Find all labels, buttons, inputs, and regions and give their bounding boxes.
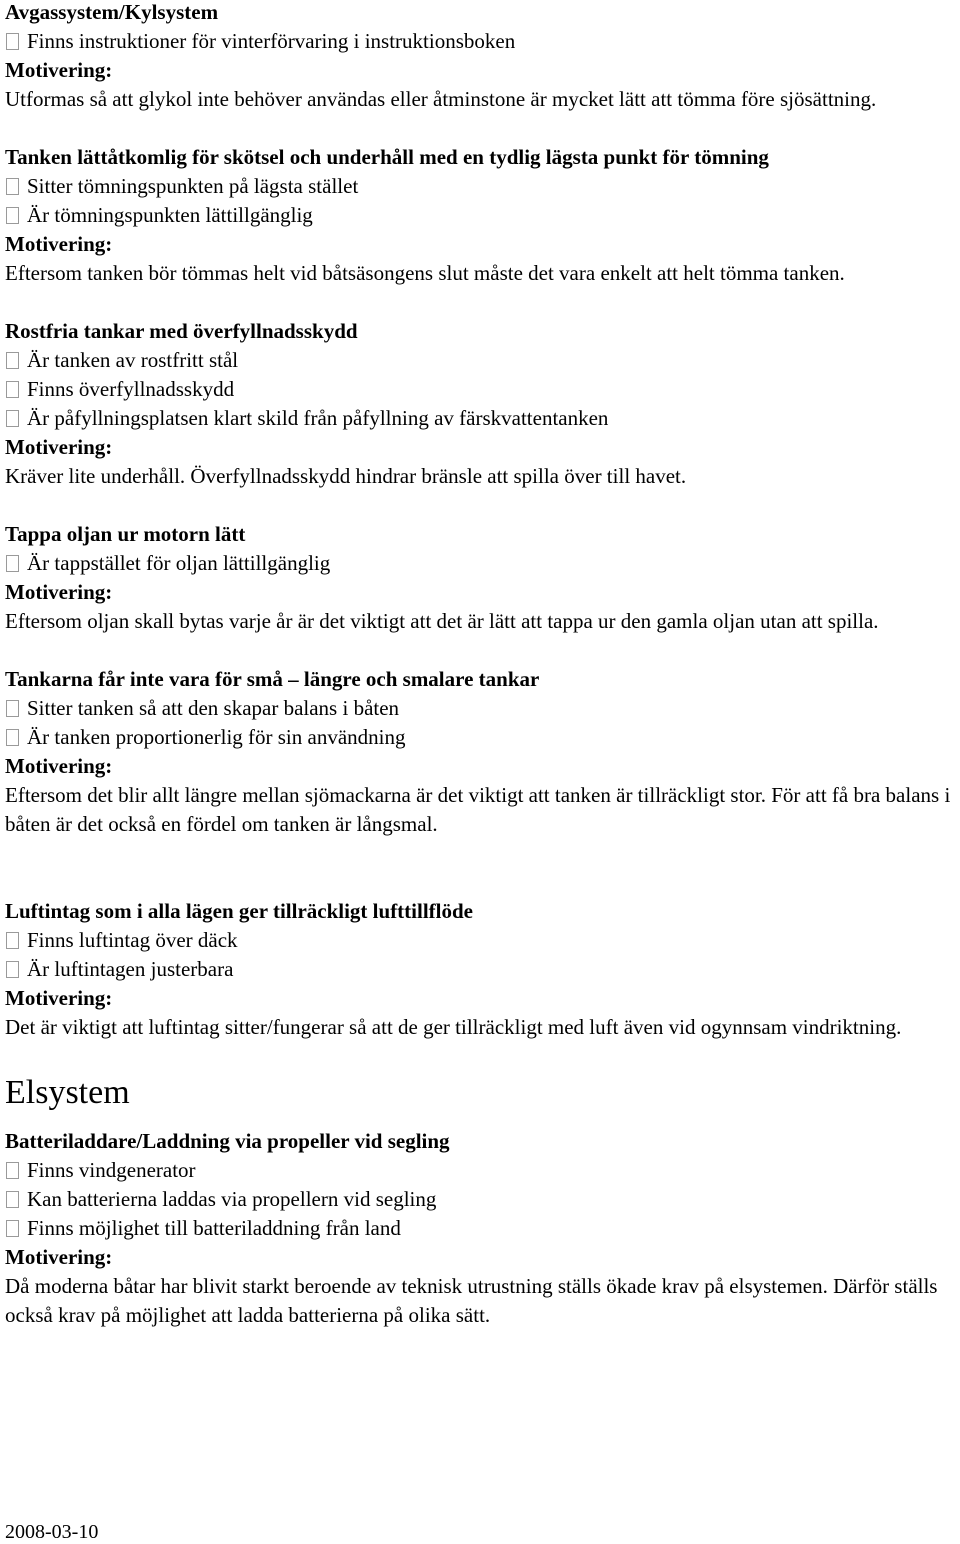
checkbox-icon[interactable] xyxy=(6,352,19,369)
checkbox-icon[interactable] xyxy=(6,1220,19,1237)
checkbox-item[interactable]: Finns möjlighet till batteriladdning från land xyxy=(5,1214,959,1243)
motivation-text: Eftersom tanken bör tömmas helt vid båtsäsongens slut måste det vara enkelt att helt tömma tanken. xyxy=(5,261,845,285)
checkbox-icon[interactable] xyxy=(6,381,19,398)
motivation-label: Motivering: xyxy=(5,754,113,778)
section-batteriladdare xyxy=(5,1127,959,1330)
section-title: Tanken lättåtkomlig för skötsel och underhåll med en tydlig lägsta punkt för tömning xyxy=(5,145,769,169)
section-avgassystem xyxy=(5,0,959,114)
checkbox-item[interactable]: Sitter tanken så att den skapar balans i båten xyxy=(5,694,959,723)
checkbox-item[interactable]: Är luftintagen justerbara xyxy=(5,955,959,984)
motivation-text: Eftersom oljan skall bytas varje år är det viktigt att det är lätt att tappa ur den gamla oljan utan att spilla. xyxy=(5,609,879,633)
checkbox-item[interactable]: Finns luftintag över däck xyxy=(5,926,959,955)
checkbox-icon[interactable] xyxy=(6,1162,19,1179)
section-tappa-oljan xyxy=(5,520,959,636)
section-luftintag xyxy=(5,897,959,1042)
checkbox-icon[interactable] xyxy=(6,410,19,427)
section-title: Tappa oljan ur motorn lätt xyxy=(5,522,246,546)
checkbox-item[interactable]: Är tömningspunkten lättillgänglig xyxy=(5,201,959,230)
checkbox-item[interactable]: Finns instruktioner för vinterförvaring i instruktionsboken xyxy=(5,27,959,56)
checkbox-icon[interactable] xyxy=(6,729,19,746)
checkbox-item[interactable]: Finns överfyllnadsskydd xyxy=(5,375,959,404)
checkbox-item[interactable]: Är tappstället för oljan lättillgänglig xyxy=(5,549,959,578)
motivation-text: Det är viktigt att luftintag sitter/fungerar så att de ger tillräckligt med luft även vid ogynnsam vindriktning. xyxy=(5,1015,902,1039)
document-body xyxy=(5,0,959,1330)
checkbox-icon[interactable] xyxy=(6,207,19,224)
motivation-label: Motivering: xyxy=(5,58,113,82)
motivation-label: Motivering: xyxy=(5,1245,113,1269)
motivation-text: Då moderna båtar har blivit starkt beroende av teknisk utrustning ställs ökade krav på elsystemen. Därför ställs också krav på möjlighet att ladda batterierna på olika sätt. xyxy=(5,1274,938,1327)
section-tanken xyxy=(5,143,959,288)
checkbox-icon[interactable] xyxy=(6,33,19,50)
section-title: Avgassystem/Kylsystem xyxy=(5,0,219,24)
checkbox-item[interactable]: Finns vindgenerator xyxy=(5,1156,959,1185)
chapter-heading: Elsystem xyxy=(5,1074,130,1111)
section-tankarna-storlek xyxy=(5,665,959,839)
checkbox-item[interactable]: Är påfyllningsplatsen klart skild från påfyllning av färskvattentanken xyxy=(5,404,959,433)
checkbox-icon[interactable] xyxy=(6,1191,19,1208)
motivation-text: Kräver lite underhåll. Överfyllnadsskydd hindrar bränsle att spilla över till havet. xyxy=(5,464,687,488)
motivation-text: Eftersom det blir allt längre mellan sjömackarna är det viktigt att tanken är tillräckligt stor. För att få bra balans i båten är det också en fördel om tanken är långsmal. xyxy=(5,783,951,836)
checkbox-icon[interactable] xyxy=(6,178,19,195)
motivation-label: Motivering: xyxy=(5,580,113,604)
checkbox-icon[interactable] xyxy=(6,700,19,717)
section-rostfria-tankar xyxy=(5,317,959,491)
motivation-label: Motivering: xyxy=(5,232,113,256)
checkbox-item[interactable]: Är tanken proportionerlig för sin användning xyxy=(5,723,959,752)
motivation-text: Utformas så att glykol inte behöver användas eller åtminstone är mycket lätt att tömma före sjösättning. xyxy=(5,87,877,111)
checkbox-icon[interactable] xyxy=(6,932,19,949)
section-title: Luftintag som i alla lägen ger tillräckligt lufttillflöde xyxy=(5,899,473,923)
motivation-label: Motivering: xyxy=(5,986,113,1010)
motivation-label: Motivering: xyxy=(5,435,113,459)
section-title: Batteriladdare/Laddning via propeller vid segling xyxy=(5,1129,450,1153)
section-title: Rostfria tankar med överfyllnadsskydd xyxy=(5,319,358,343)
section-title: Tankarna får inte vara för små – längre och smalare tankar xyxy=(5,667,540,691)
checkbox-item[interactable]: Kan batterierna laddas via propellern vid segling xyxy=(5,1185,959,1214)
footer-date: 2008-03-10 xyxy=(5,1521,99,1543)
checkbox-icon[interactable] xyxy=(6,961,19,978)
checkbox-item[interactable]: Sitter tömningspunkten på lägsta stället xyxy=(5,172,959,201)
checkbox-icon[interactable] xyxy=(6,555,19,572)
checkbox-item[interactable]: Är tanken av rostfritt stål xyxy=(5,346,959,375)
